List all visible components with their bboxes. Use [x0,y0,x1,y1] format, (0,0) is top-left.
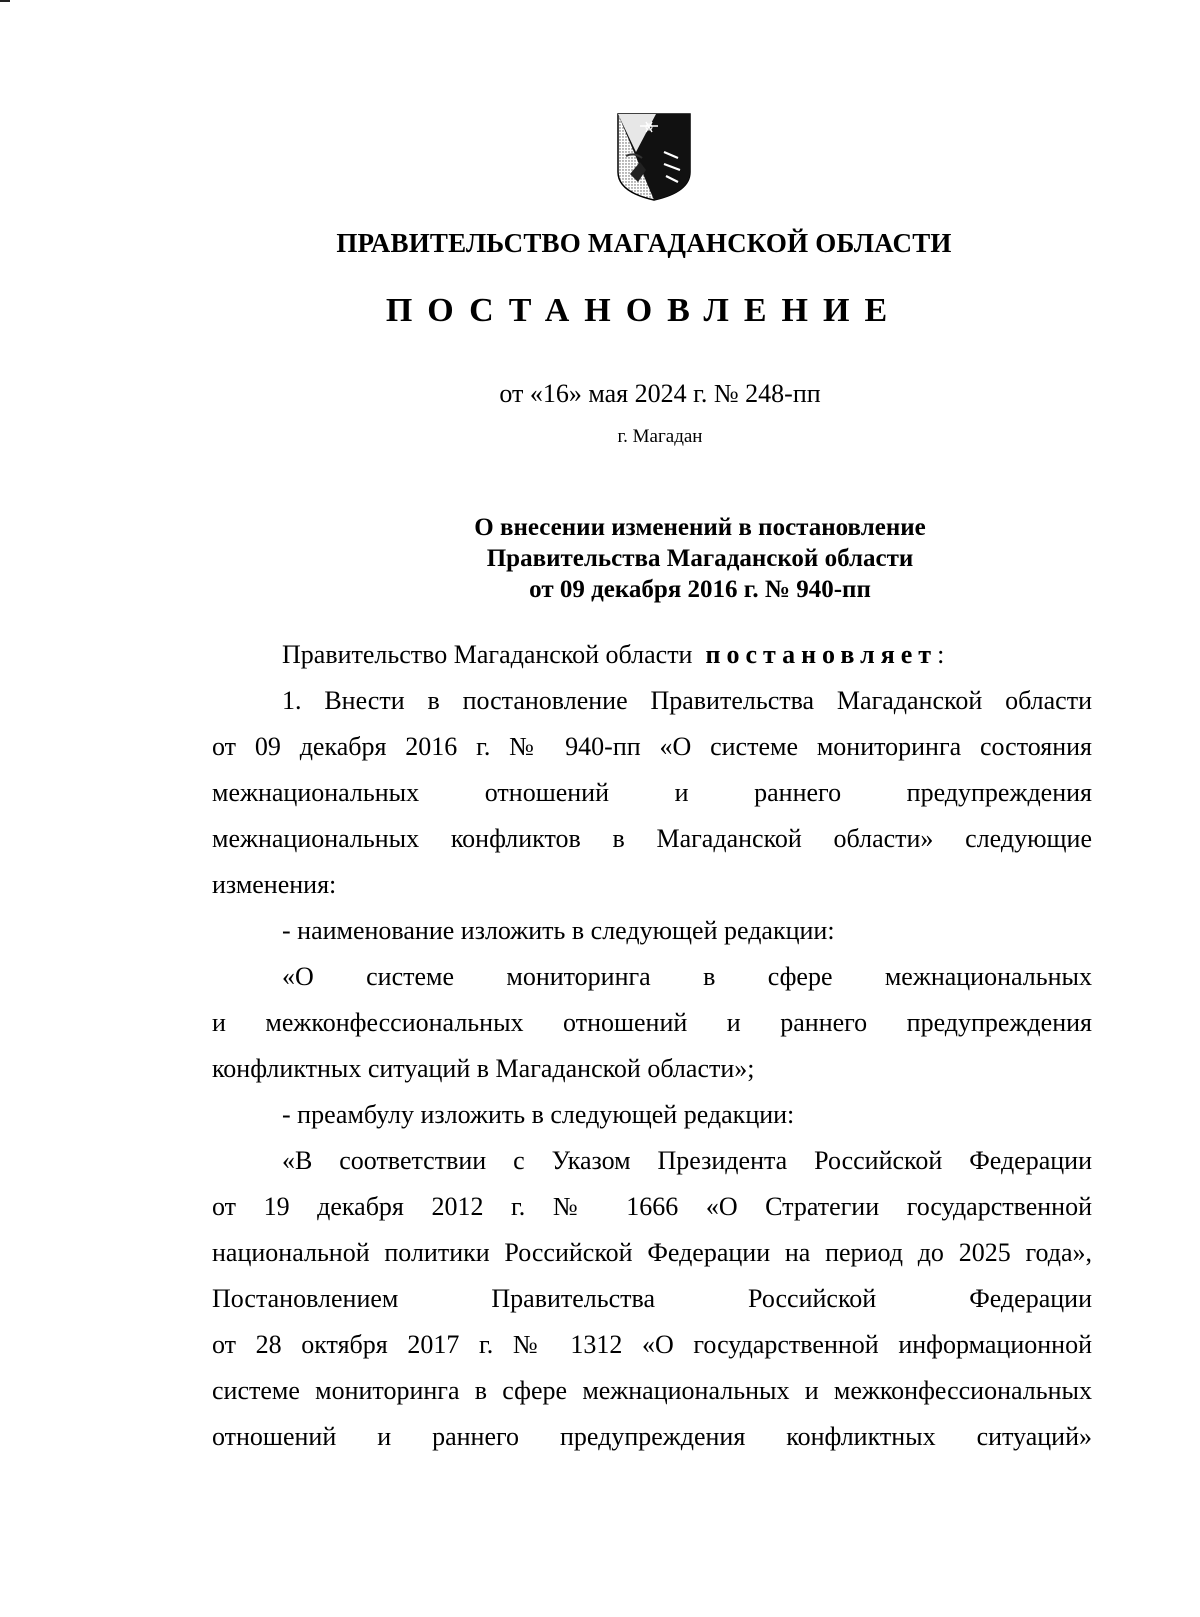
paragraph-line: системе мониторинга в сфере межнациональных и межконфессиональных [212,1376,1092,1405]
paragraph-line: межнациональных конфликтов в Магаданской области» следующие [212,824,1092,853]
document-date-number: от «16» мая 2024 г. № 248-пп [499,379,821,408]
subject-line: О внесении изменений в постановление [474,514,926,541]
paragraph-line: изменения: [212,870,337,899]
paragraph-line: и межконфессиональных отношений и раннего предупреждения [212,1008,1092,1037]
paragraph-line: от 09 декабря 2016 г. № 940-пп «О системе мониторинга состояния [212,732,1092,761]
paragraph-line: отношений и раннего предупреждения конфликтных ситуаций» [212,1422,1092,1451]
paragraph-line: - наименование изложить в следующей редакции: [282,916,835,945]
paragraph-line: 1. Внести в постановление Правительства Магаданской области [282,686,1092,715]
decree-colon: : [937,640,945,669]
subject-line: от 09 декабря 2016 г. № 940-пп [529,576,871,603]
paragraph-line: Постановлением Правительства Российской Федерации [212,1284,1092,1313]
document-city: г. Магадан [617,426,703,447]
paragraph-line: «В соответствии с Указом Президента Российской Федерации [282,1146,1092,1175]
government-name: ПРАВИТЕЛЬСТВО МАГАДАНСКОЙ ОБЛАСТИ [336,228,952,258]
document-type: ПОСТАНОВЛЕНИЕ [385,292,903,329]
magadan-coat-of-arms-icon [616,112,692,202]
paragraph-line: от 19 декабря 2012 г. № 1666 «О Стратегии государственной [212,1192,1092,1221]
subject-line: Правительства Магаданской области [486,545,914,572]
paragraph-line: «О системе мониторинга в сфере межнациональных [282,962,1092,991]
scan-edge-mark [0,0,10,2]
decree-clause [282,640,944,670]
paragraph-line: - преамбулу изложить в следующей редакции: [282,1100,795,1129]
paragraph-line: межнациональных отношений и раннего предупреждения [212,778,1092,807]
decree-intro: Правительство Магаданской области [282,640,693,669]
paragraph-line: конфликтных ситуаций в Магаданской области»; [212,1054,755,1083]
paragraph-line: национальной политики Российской Федерации на период до 2025 года», [212,1238,1092,1267]
decree-verb: постановляет [705,640,938,669]
paragraph-line: от 28 октября 2017 г. № 1312 «О государственной информационной [212,1330,1092,1359]
